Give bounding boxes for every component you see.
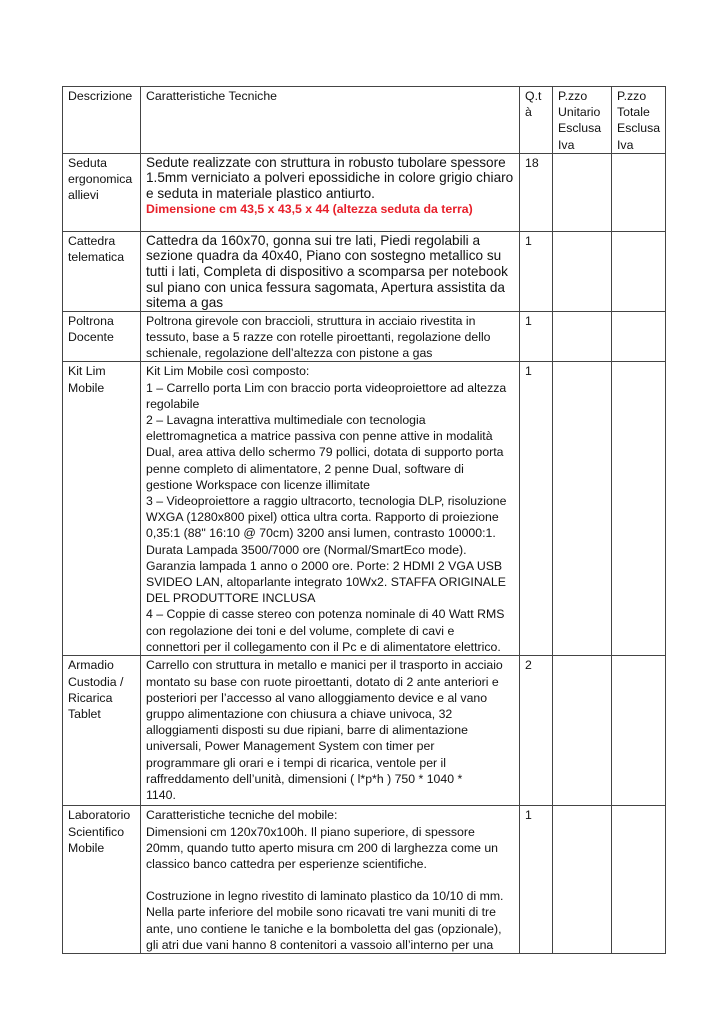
text-line: Iva	[617, 137, 634, 152]
text-line: DEL PRODUTTORE INCLUSA	[146, 591, 316, 606]
cell-prezzo-unitario	[553, 656, 612, 806]
text-line: elettromagnetica a matrice passiva con penne attive in modalità	[146, 429, 493, 444]
text-line: 18	[525, 155, 539, 170]
text-line	[146, 872, 514, 888]
text-line: 1	[525, 233, 532, 248]
text-line: allievi	[68, 188, 99, 203]
text-line: SVIDEO LAN, altoparlante integrato 10Wx2. STAFFA ORIGINALE	[146, 575, 506, 590]
text-line: programmare gli orari e i tempi di ricarica, ventole per il	[146, 755, 447, 770]
text-line: classico banco cattedra per esperienze scientifiche.	[146, 857, 427, 871]
text-line: Laboratorio	[68, 808, 131, 823]
text-line: 1 – Carrello porta Lim con braccio porta videoproiettore ad altezza	[146, 380, 507, 395]
header-caratteristiche	[141, 87, 520, 154]
cell-prezzo-totale	[612, 311, 666, 362]
text-line: gestione Workspace con licenze illimitate	[146, 477, 370, 492]
text-line: Dimensioni cm 120x70x100h. Il piano superiore, di spessore	[146, 824, 475, 839]
cell-caratteristiche	[141, 153, 520, 231]
cell-prezzo-totale	[612, 362, 666, 656]
cell-qta	[520, 311, 553, 362]
text-line: Iva	[558, 137, 575, 152]
text-line: WXGA (1280x800 pixel) ottica ultra corta. Rapporto di proiezione	[146, 510, 499, 525]
text-line: Cattedra	[68, 233, 116, 248]
text-line: sitema a gas	[146, 295, 224, 311]
header-prezzo-totale	[612, 87, 666, 154]
text-line: Nella parte inferiore del mobile sono ricavati tre vani muniti di tre	[146, 905, 496, 920]
text-line: P.zzo	[558, 89, 588, 103]
text-line: Kit Lim	[68, 364, 106, 379]
cell-descrizione	[63, 311, 141, 362]
text-line: ergonomica	[68, 172, 133, 187]
text-line: penne completo di alimentatore, 2 penne Dual, software di	[146, 461, 464, 476]
text-line: Cattedra da 160x70, gonna sui tre lati, Piedi regolabili a	[146, 232, 481, 248]
text-line: tessuto, base a 5 razze con rotelle piroettanti, regolazione dello	[146, 329, 491, 344]
cell-prezzo-unitario	[553, 231, 612, 311]
cell-prezzo-unitario	[553, 362, 612, 656]
text-line: 1	[525, 808, 532, 823]
cell-caratteristiche	[141, 806, 520, 954]
cell-qta	[520, 362, 553, 656]
text-line: telematica	[68, 250, 125, 265]
text-line: raffreddamento dell’unità, dimensioni ( l*p*h ) 750 * 1040 *	[146, 771, 463, 786]
text-line: Sedute realizzate con struttura in robusto tubolare spessore	[146, 154, 506, 170]
cell-prezzo-totale	[612, 656, 666, 806]
text-line: e seduta in materiale plastico antiurto.	[146, 186, 375, 201]
header-row	[63, 87, 666, 154]
text-line: ante, uno contiene le taniche e la bomboletta del gas (opzionale),	[146, 921, 502, 936]
text-line: Poltrona girevole con braccioli, struttura in acciaio rivestita in	[146, 313, 476, 328]
text-line: 1140.	[146, 788, 176, 803]
text-line: Unitario	[558, 105, 601, 120]
text-line: Mobile	[68, 840, 105, 855]
cell-prezzo-totale	[612, 153, 666, 231]
text-line: Totale	[617, 105, 650, 120]
text-line: con regolazione dei toni e del volume, complete di cavi e	[146, 623, 455, 638]
text-line: à	[525, 105, 532, 120]
text-line: Docente	[68, 329, 114, 344]
cell-qta	[520, 153, 553, 231]
text-line: Armadio	[68, 658, 114, 673]
text-line: gruppo alimentazione con chiusura a chiave univoca, 32	[146, 707, 453, 721]
cell-caratteristiche	[141, 656, 520, 806]
cell-descrizione	[63, 362, 141, 656]
text-line: tutti i lati, Completa di dispositivo a scomparsa per notebook	[146, 264, 508, 279]
text-line: Esclusa	[617, 121, 661, 136]
text-line: P.zzo	[617, 89, 647, 103]
text-line: Ricarica	[68, 690, 113, 705]
text-line: schienale, regolazione dell’altezza con pistone a gas	[146, 346, 433, 361]
text-line: posteriori per l’accesso al vano alloggiamento device e al vano	[146, 690, 488, 705]
cell-descrizione	[63, 806, 141, 954]
text-line: regolabile	[146, 396, 200, 411]
text-line: 4 – Coppie di casse stereo con potenza nominale di 40 Watt RMS	[146, 607, 505, 622]
text-line: 1	[525, 313, 532, 328]
text-line: 20mm, quando tutto aperto misura cm 200 di larghezza come un	[146, 840, 499, 855]
table-row	[63, 362, 666, 656]
text-line: Seduta	[68, 155, 107, 170]
text-line: Scientifico	[68, 824, 125, 839]
table-row	[63, 153, 666, 231]
cell-caratteristiche	[141, 362, 520, 656]
text-line: Caratteristiche Tecniche	[146, 89, 278, 103]
cell-qta	[520, 656, 553, 806]
text-line: sezione quadra da 40x40, Piano con sostegno metallico su	[146, 248, 502, 264]
cell-descrizione	[63, 153, 141, 231]
cell-descrizione	[63, 656, 141, 806]
text-line: Caratteristiche tecniche del mobile:	[146, 808, 338, 823]
text-line: 1.5mm verniciato a polveri epossidiche in colore grigio chiaro	[146, 170, 514, 186]
text-line: gli atri due vani hanno 8 contenitori a vassoio all’interno per una	[146, 937, 494, 952]
text-line: Garanzia lampada 1 anno o 2000 ore. Porte: 2 HDMI 2 VGA USB	[146, 558, 503, 573]
cell-prezzo-totale	[612, 806, 666, 954]
cell-qta	[520, 231, 553, 311]
cell-prezzo-totale	[612, 231, 666, 311]
cell-descrizione	[63, 231, 141, 311]
text-line: Esclusa	[558, 121, 602, 136]
header-descrizione	[63, 87, 141, 154]
text-line: alloggiamenti disposti su due ripiani, barre di alimentazione	[146, 723, 468, 738]
header-qta	[520, 87, 553, 154]
cell-prezzo-unitario	[553, 311, 612, 362]
cell-caratteristiche	[141, 231, 520, 311]
dimension-note: Dimensione cm 43,5 x 43,5 x 44 (altezza seduta da terra)	[146, 201, 473, 216]
text-line: Descrizione	[68, 89, 133, 103]
header-prezzo-unitario	[553, 87, 612, 154]
text-line: Kit Lim Mobile così composto:	[146, 364, 310, 379]
cell-qta	[520, 806, 553, 954]
table-row	[63, 656, 666, 806]
text-line: Durata Lampada 3500/7000 ore (Normal/SmartEco mode).	[146, 542, 467, 557]
text-line: 2 – Lavagna interattiva multimediale con tecnologia	[146, 413, 426, 427]
text-line: connettori per il collegamento con il Pc e di alimentatore elettrico.	[146, 639, 501, 654]
text-line: Custodia /	[68, 674, 124, 689]
text-line: Carrello con struttura in metallo e manici per il trasporto in acciaio	[146, 658, 503, 673]
table-row	[63, 231, 666, 311]
text-line: Costruzione in legno rivestito di laminato plastico da 10/10 di mm.	[146, 889, 504, 904]
text-line: Dual, area attiva dello schermo 79 pollici, dotata di supporto porta	[146, 445, 504, 460]
cell-prezzo-unitario	[553, 153, 612, 231]
text-line: 3 – Videoproiettore a raggio ultracorto, tecnologia DLP, risoluzione	[146, 494, 507, 509]
text-line: 1	[525, 364, 532, 379]
text-line: sul piano con unica fessura sagomata, Apertura assistita da	[146, 279, 505, 295]
text-line: 0,35:1 (88" 16:10 @ 70cm) 3200 ansi lumen, contrasto 10000:1.	[146, 526, 496, 541]
table-row	[63, 311, 666, 362]
price-table	[62, 86, 666, 954]
text-line: montato su base con ruote piroettanti, dotato di 2 ante anteriori e	[146, 674, 499, 689]
text-line: Poltrona	[68, 313, 114, 328]
text-line: Tablet	[68, 707, 101, 721]
text-line: universali, Power Management System con timer per	[146, 739, 435, 754]
table-row	[63, 806, 666, 954]
cell-prezzo-unitario	[553, 806, 612, 954]
text-line: 2	[525, 658, 532, 673]
cell-caratteristiche	[141, 311, 520, 362]
text-line: Mobile	[68, 380, 105, 395]
text-line: Q.t	[525, 89, 542, 103]
